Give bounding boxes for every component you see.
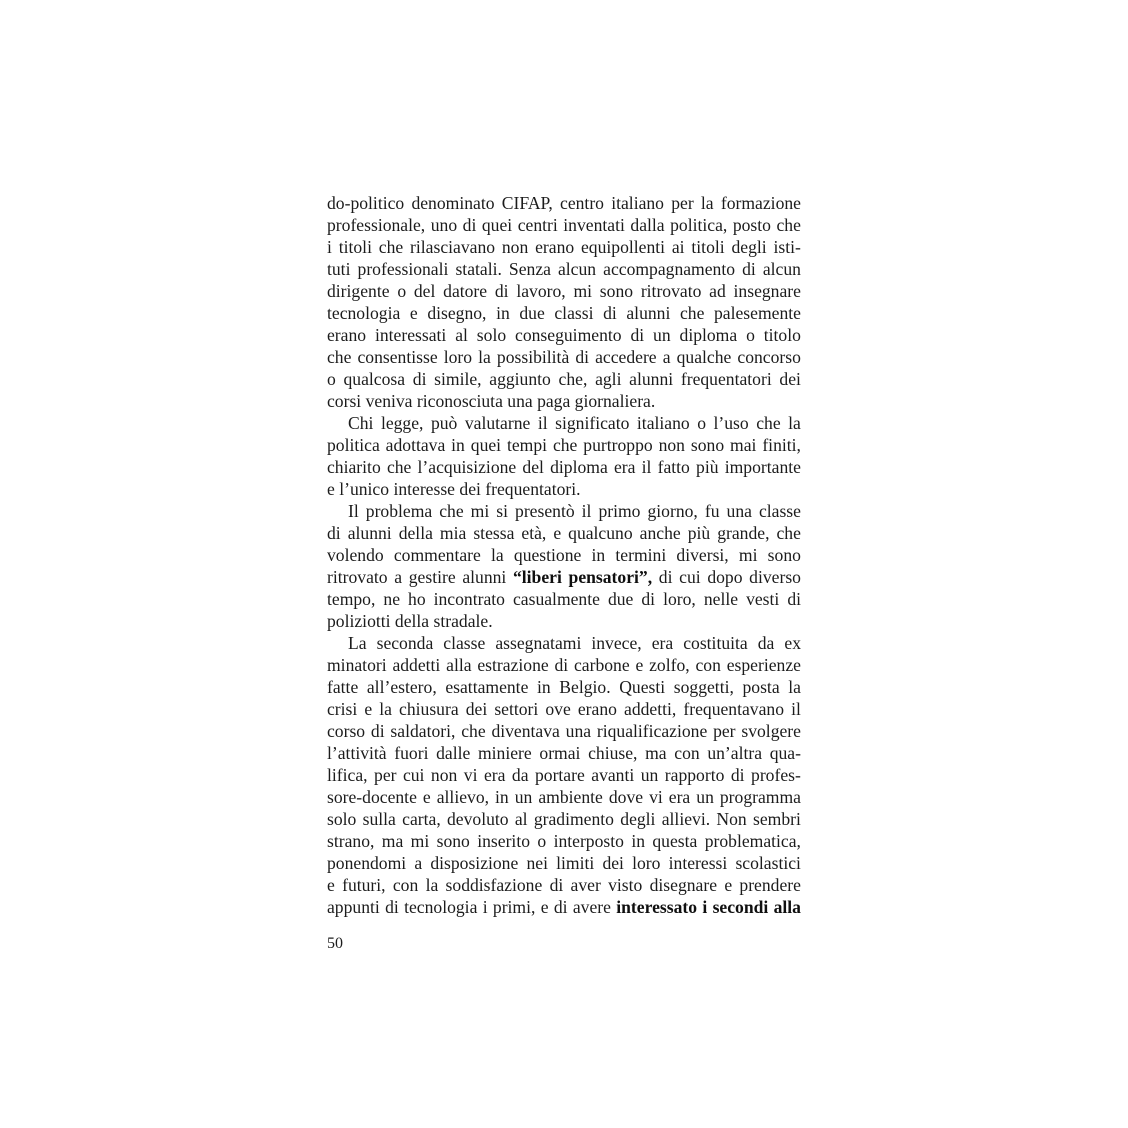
text-line: politica adottava in quei tempi che purtroppo non sono mai finiti, [327, 435, 801, 455]
text-line: strano, ma mi sono inserito o interposto in questa problematica, [327, 831, 801, 851]
text-line: che consentisse loro la possibilità di accedere a qualche concorso [327, 347, 801, 367]
text-line: fatte all’estero, esattamente in Belgio. Questi soggetti, posta la [327, 677, 801, 697]
text-line: o qualcosa di simile, aggiunto che, agli alunni frequentatori dei [327, 369, 801, 389]
text-line: e futuri, con la soddisfazione di aver visto disegnare e prendere [327, 875, 801, 895]
text-line: sore-docente e allievo, in un ambiente dove vi era un programma [327, 787, 801, 807]
text-line: i titoli che rilasciavano non erano equipollenti ai titoli degli isti- [327, 237, 801, 257]
text-line: chiarito che l’acquisizione del diploma era il fatto più importante [327, 457, 801, 477]
text-line: dirigente o del datore di lavoro, mi sono ritrovato ad insegnare [327, 281, 801, 301]
text-line: ponendomi a disposizione nei limiti dei loro interessi scolastici [327, 853, 801, 873]
text-line: tecnologia e disegno, in due classi di alunni che palesemente [327, 303, 801, 323]
text-line: poliziotti della stradale. [327, 611, 493, 631]
text-line: professionale, uno di quei centri inventati dalla politica, posto che [327, 215, 801, 235]
body-text [327, 192, 801, 918]
text-line: di alunni della mia stessa età, e qualcuno anche più grande, che [327, 523, 801, 543]
page-number: 50 [327, 935, 343, 952]
text-line: Chi legge, può valutarne il significato italiano o l’uso che la [348, 413, 801, 433]
text-line: minatori addetti alla estrazione di carbone e zolfo, con esperienze [327, 655, 801, 675]
text-line: corsi veniva riconosciuta una paga giornaliera. [327, 391, 656, 411]
text-line: erano interessati al solo conseguimento di un diploma o titolo [327, 325, 801, 345]
text-line: e l’unico interesse dei frequentatori. [327, 479, 581, 499]
text-line: do-politico denominato CIFAP, centro italiano per la formazione [327, 193, 801, 213]
text-line: Il problema che mi si presentò il primo giorno, fu una classe [348, 501, 801, 521]
text-line: crisi e la chiusura dei settori ove erano addetti, frequentavano il [327, 699, 801, 719]
text-line: La seconda classe assegnatami invece, era costituita da ex [348, 633, 801, 653]
text-line: lifica, per cui non vi era da portare avanti un rapporto di profes- [327, 765, 801, 785]
text-line: volendo commentare la questione in termini diversi, mi sono [327, 545, 801, 565]
text-line: tuti professionali statali. Senza alcun accompagnamento di alcun [327, 259, 801, 279]
text-line: l’attività fuori dalle miniere ormai chiuse, ma con un’altra qua- [327, 743, 801, 763]
text-line: appunti di tecnologia i primi, e di avere interessato i secondi alla [327, 897, 801, 917]
text-line: solo sulla carta, devoluto al gradimento degli allievi. Non sembri [327, 809, 801, 829]
text-line: ritrovato a gestire alunni “liberi pensatori”, di cui dopo diverso [327, 567, 801, 587]
text-line: tempo, ne ho incontrato casualmente due di loro, nelle vesti di [327, 589, 801, 609]
text-line: corso di saldatori, che diventava una riqualificazione per svolgere [327, 721, 801, 741]
